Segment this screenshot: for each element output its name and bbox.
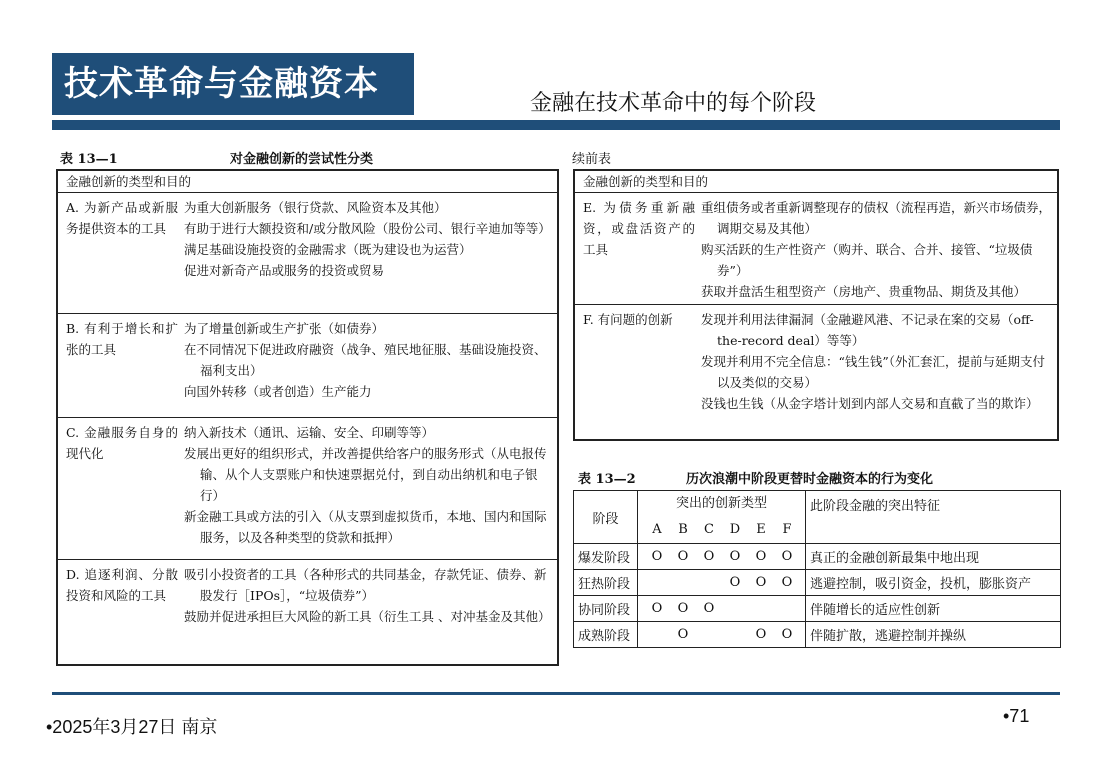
table1-header: 金融创新的类型和目的 (58, 171, 557, 193)
table1-continued-label: 续前表 (572, 152, 612, 167)
row-category: F. 有问题的创新 (583, 312, 673, 327)
mark-cell: O (755, 627, 767, 642)
table1-label: 表 13—1 (60, 152, 118, 167)
feature-cell: 伴随扩散，逃避控制并操纵 (806, 622, 1061, 648)
row-category: B. 有利于增长和扩张的工具 (66, 321, 178, 357)
mark-cell: O (729, 549, 741, 564)
table1-row-c (58, 418, 557, 560)
table2-row (574, 544, 1061, 570)
mark-cell: O (755, 549, 767, 564)
mark-cell: O (677, 549, 689, 564)
table2-row (574, 622, 1061, 648)
mark-cell: O (729, 575, 741, 590)
row-category: D. 追逐利润、分散投资和风险的工具 (66, 567, 178, 603)
table2-row (574, 596, 1061, 622)
type-letter: B (678, 522, 688, 537)
type-letter: D (729, 522, 741, 537)
feature-cell: 真正的金融创新最集中地出现 (806, 544, 1061, 570)
table2 (573, 490, 1061, 648)
table1-row-a (58, 193, 557, 314)
top-divider (52, 120, 1060, 130)
row-item: 纳入新技术（通讯、运输、安全、印刷等等） (184, 425, 435, 440)
footer-date: •2025年3月27日 南京 (46, 717, 218, 737)
mark-cell: O (677, 601, 689, 616)
mark-cell: O (651, 601, 663, 616)
row-item: 有助于进行大额投资和/或分散风险（股份公司、银行辛迪加等等） (184, 221, 551, 236)
slide-subtitle: 金融在技术革命中的每个阶段 (530, 91, 817, 116)
header-types: 突出的创新类型 (675, 496, 767, 511)
row-item: 发展出更好的组织形式，并改善提供给客户的服务形式（从电报传输、从个人支票账户和快速票据兑付，到自动出纳机和电子银行） (184, 446, 547, 503)
row-item: 购买活跃的生产性资产（购并、联合、合并、接管、“垃圾债券”） (701, 242, 1033, 278)
mark-cell: O (703, 601, 715, 616)
table1-row-e (575, 193, 1057, 305)
mark-cell: O (781, 575, 793, 590)
table2-row (574, 570, 1061, 596)
type-letter: C (704, 522, 714, 537)
type-letter: E (756, 522, 766, 537)
row-item: 发现并利用不完全信息：“钱生钱”（外汇套汇，提前与延期支付以及类似的交易） (701, 354, 1046, 390)
row-category: A. 为新产品或新服务提供资本的工具 (66, 200, 178, 236)
row-category: E. 为债务重新融资，或盘活资产的工具 (583, 200, 695, 257)
stage-cell: 狂热阶段 (574, 570, 638, 596)
row-item: 新金融工具或方法的引入（从支票到虚拟货币，本地、国内和国际服务，以及各种类型的贷款和抵押） (184, 509, 547, 545)
row-item: 获取并盘活生租型资产（房地产、贵重物品、期货及其他） (701, 284, 1027, 299)
table1-row-f (575, 305, 1057, 418)
table1-row-b (58, 314, 557, 418)
row-item: 吸引小投资者的工具（各种形式的共同基金，存款凭证、债券、新股发行［IPOs］，“垃圾债券”） (184, 567, 547, 603)
row-item: 鼓励并促进承担巨大风险的新工具（衍生工具 、对冲基金及其他） (184, 609, 551, 624)
stage-cell: 协同阶段 (574, 596, 638, 622)
row-category: C. 金融服务自身的现代化 (66, 425, 178, 461)
row-item: 向国外转移（或者创造）生产能力 (184, 384, 372, 399)
table1-continued (573, 169, 1059, 441)
stage-cell: 成熟阶段 (574, 622, 638, 648)
table1-left (56, 169, 559, 666)
row-item: 为重大创新服务（银行贷款、风险资本及其他） (184, 200, 447, 215)
table1-cont-header: 金融创新的类型和目的 (575, 171, 1057, 193)
mark-cell: O (755, 575, 767, 590)
mark-cell: O (677, 627, 689, 642)
mark-cell: O (651, 549, 663, 564)
page-number: •71 (1003, 706, 1030, 726)
row-item: 发现并利用法律漏洞（金融避风港、不记录在案的交易（off-the-record deal）等等） (701, 312, 1034, 348)
feature-cell: 逃避控制，吸引资金，投机，膨胀资产 (806, 570, 1061, 596)
table2-label: 表 13—2 (578, 472, 636, 487)
row-item: 在不同情况下促进政府融资（战争、殖民地征服、基础设施投资、福利支出） (184, 342, 547, 378)
header-stage: 阶段 (574, 491, 638, 544)
mark-cell: O (703, 549, 715, 564)
slide-title: 技术革命与金融资本 (52, 53, 414, 115)
mark-cell: O (781, 549, 793, 564)
row-item: 促进对新奇产品或服务的投资或贸易 (184, 263, 385, 278)
table1-row-d (58, 560, 557, 631)
type-letter: F (782, 522, 792, 537)
type-letter: A (652, 522, 662, 537)
stage-cell: 爆发阶段 (574, 544, 638, 570)
row-item: 重组债务或者重新调整现存的债权（流程再造，新兴市场债券，调期交易及其他） (701, 200, 1052, 236)
feature-cell: 伴随增长的适应性创新 (806, 596, 1061, 622)
bottom-divider (52, 692, 1060, 695)
header-feature: 此阶段金融的突出特征 (806, 491, 1061, 544)
row-item: 为了增量创新或生产扩张（如债券） (184, 321, 385, 336)
mark-cell: O (781, 627, 793, 642)
row-item: 没钱也生钱（从金字塔计划到内部人交易和直截了当的欺诈） (701, 396, 1039, 411)
table2-caption: 历次浪潮中阶段更替时金融资本的行为变化 (686, 472, 934, 487)
table2-header-row (574, 491, 1061, 544)
table1-caption: 对金融创新的尝试性分类 (230, 152, 374, 167)
row-item: 满足基础设施投资的金融需求（既为建设也为运营） (184, 242, 472, 257)
